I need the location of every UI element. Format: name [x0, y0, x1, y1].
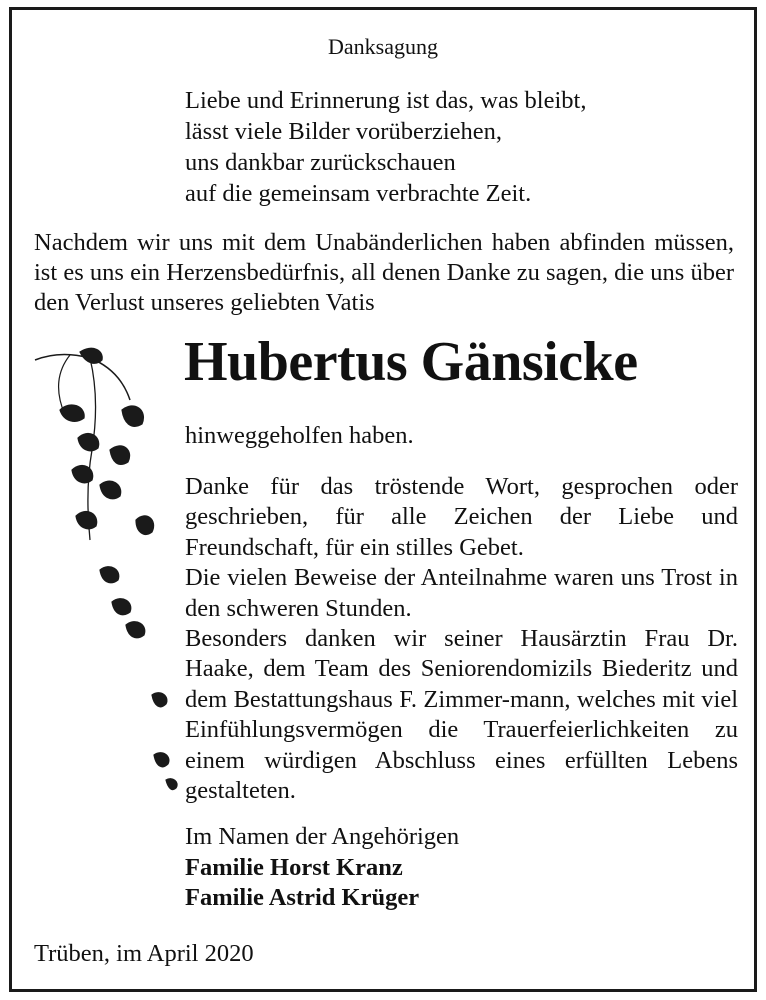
signature-intro: Im Namen der Angehörigen: [185, 823, 460, 850]
notice-heading: Danksagung: [328, 34, 438, 59]
signature-family-1: Familie Horst Kranz: [185, 853, 403, 881]
thanks-paragraph: Danke für das tröstende Wort, gesprochen oder geschrieben, für alle Zeichen der Liebe und Freundschaft, für ein stilles Gebet.: [185, 473, 738, 561]
after-name-text: hinweggeholfen haben.: [185, 422, 414, 449]
poem-line: auf die gemeinsam verbrachte Zeit.: [185, 180, 532, 207]
thanks-body: [185, 472, 738, 806]
thanks-paragraph: Die vielen Beweise der Anteilnahme waren uns Trost in den schweren Stunden.: [185, 564, 738, 622]
poem-line: lässt viele Bilder vorüberziehen,: [185, 118, 503, 145]
poem-line: Liebe und Erinnerung ist das, was bleibt,: [185, 87, 587, 114]
intro-paragraph: Nachdem wir uns mit dem Unabänderlichen haben abfinden müssen, ist es uns ein Herzensbedürfnis, all denen Danke zu sagen, die uns über den Verlust unseres geliebten Vatis: [34, 229, 734, 316]
place-date: Trüben, im April 2020: [34, 940, 254, 967]
signature-block: [185, 822, 459, 914]
poem-line: uns dankbar zurückschauen: [185, 149, 456, 176]
deceased-name: Hubertus Gänsicke: [184, 331, 638, 393]
falling-leaves-illustration: [30, 340, 200, 810]
notice-frame: [9, 7, 757, 992]
signature-family-2: Familie Astrid Krüger: [185, 884, 420, 911]
thanks-paragraph: Besonders danken wir seiner Hausärztin Frau Dr. Haake, dem Team des Seniorendomizils Biederitz und dem Bestattungshaus F. Zimmer-mann, welches mit viel Einfühlungsvermögen die Trauerfeierlichkeiten zu einem würdigen Abschluss eines erfüllten Lebens gestalteten.: [185, 625, 738, 805]
poem: [185, 85, 586, 209]
